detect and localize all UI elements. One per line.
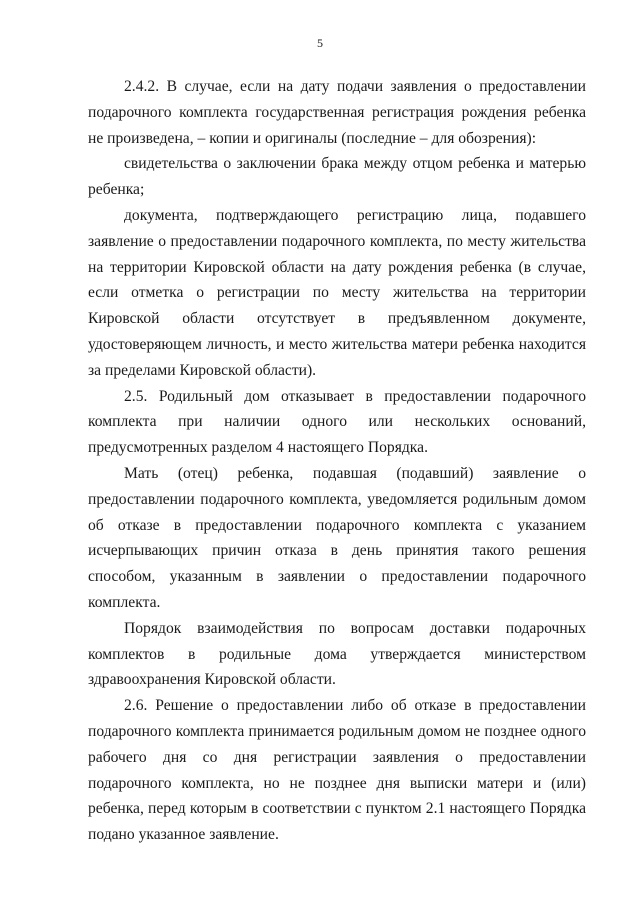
paragraph-2-5: 2.5. Родильный дом отказывает в предоставлении подарочного комплекта при наличии одного или нескольких оснований, предусмотренных разделом 4 настоящего Порядка. (88, 387, 586, 457)
page-number: 5 (317, 36, 323, 50)
paragraph-refusal-notice: Мать (отец) ребенка, подавшая (подавший) заявление о предоставлении подарочного комплекта, уведомляется родильным домом об отказе в предоставлении подарочного комплекта с указанием исчерпывающих причин отказа в день принятия такого решения способом, указанным в заявлении о предоставлении подарочного комплекта. (88, 464, 586, 611)
paragraph-delivery-procedure: Порядок взаимодействия по вопросам доставки подарочных комплектов в родильные дома утверждается министерством здравоохранения Кировской области. (88, 619, 586, 689)
paragraph-2-6: 2.6. Решение о предоставлении либо об отказе в предоставлении подарочного комплекта принимается родильным домом не позднее одного рабочего дня со дня регистрации заявления о предоставлении подарочного комплекта, но не позднее дня выписки матери и (или) ребенка, перед которым в соответствии с пунктом 2.1 настоящего Порядка подано указанное заявление. (88, 697, 586, 844)
paragraph-marriage-certificate: свидетельства о заключении брака между отцом ребенка и матерью ребенка; (88, 155, 586, 199)
paragraph-registration-document: документа, подтверждающего регистрацию лица, подавшего заявление о предоставлении подарочного комплекта, по месту жительства на территории Кировской области на дату рождения ребенка (в случае, если отметка о регистрации по месту жительства на территории Кировской области отсутствует в предъявленном документе, удостоверяющем личность, и место жительства матери ребенка находится за пределами Кировской области). (88, 206, 586, 379)
paragraph-2-4-2: 2.4.2. В случае, если на дату подачи заявления о предоставлении подарочного комплекта государственная регистрация рождения ребенка не произведена, – копии и оригиналы (последние – для обозрения): (88, 78, 586, 147)
document-body (88, 74, 586, 848)
